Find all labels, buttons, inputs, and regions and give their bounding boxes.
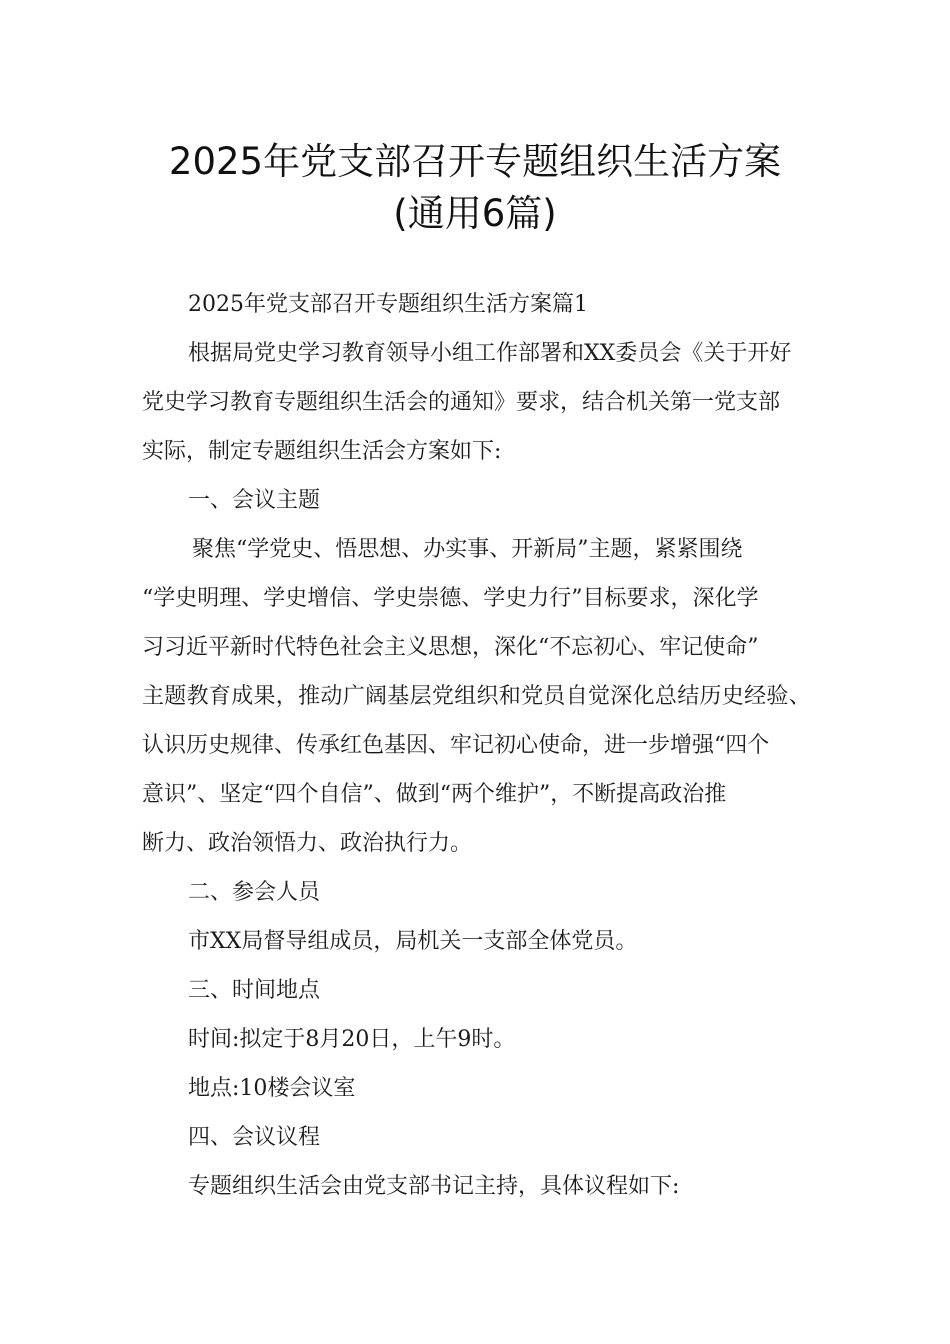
section-heading-attendees: 二、参会人员 [188, 880, 321, 905]
paragraph-line: 主题教育成果，推动广阔基层党组织和党员自觉深化总结历史经验、 [142, 684, 812, 709]
document-subtitle: (通用6篇) [393, 192, 557, 235]
section-heading-agenda: 四、会议议程 [188, 1125, 321, 1150]
paragraph-line: 时间:拟定于8月20日，上午9时。 [188, 1027, 516, 1052]
paragraph-line: 聚焦“学党史、悟思想、办实事、开新局”主题，紧紧围绕 [192, 537, 743, 562]
paragraph-line: 意识”、坚定“四个自信”、做到“两个维护”，不断提高政治推 [142, 782, 727, 807]
paragraph-line: 地点:10楼会议室 [188, 1076, 356, 1101]
paragraph-line: 认识历史规律、传承红色基因、牢记初心使命，进一步增强“四个 [142, 733, 770, 758]
paragraph-line: 实际，制定专题组织生活会方案如下: [142, 439, 502, 464]
paragraph-line: 习习近平新时代特色社会主义思想，深化“不忘初心、牢记使命” [142, 635, 759, 660]
section-heading-meeting-theme: 一、会议主题 [188, 488, 321, 513]
paragraph-line: 根据局党史学习教育领导小组工作部署和XX委员会《关于开好 [188, 341, 792, 366]
section-heading-article-1: 2025年党支部召开专题组织生活方案篇1 [188, 292, 588, 317]
section-heading-time-place: 三、时间地点 [188, 978, 321, 1003]
paragraph-line: 断力、政治领悟力、政治执行力。 [142, 831, 473, 856]
document-title: 2025年党支部召开专题组织生活方案 [168, 140, 782, 183]
paragraph-line: “学史明理、学史增信、学史崇德、学史力行”目标要求，深化学 [142, 586, 759, 611]
paragraph-line: 专题组织生活会由党支部书记主持，具体议程如下: [188, 1174, 680, 1199]
paragraph-line: 党史学习教育专题组织生活会的通知》要求，结合机关第一党支部 [142, 390, 781, 415]
paragraph-line: 市XX局督导组成员，局机关一支部全体党员。 [188, 929, 638, 954]
document-body [142, 280, 842, 1211]
